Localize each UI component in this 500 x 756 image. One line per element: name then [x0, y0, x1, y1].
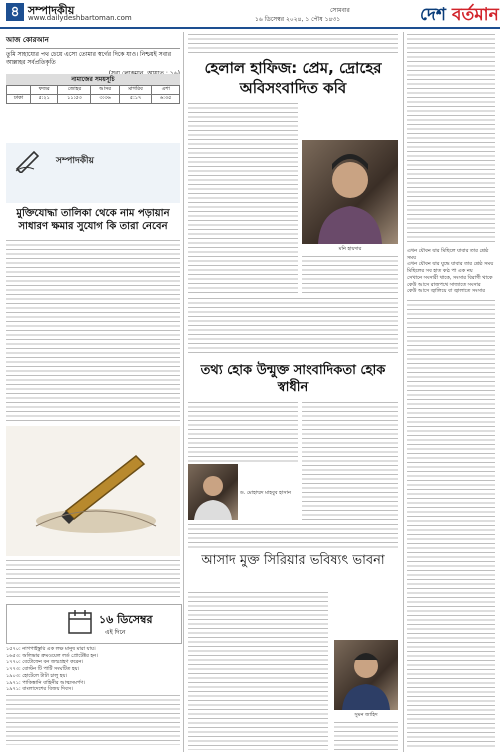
- prayer-time: ৫:১৭: [119, 95, 152, 104]
- prayer-col: ফজর: [30, 86, 58, 95]
- article1-body-2: [302, 256, 398, 296]
- event-box: [6, 604, 182, 644]
- author-name: ড. মোহাম্মদ মাহবুব হাসান: [240, 490, 291, 496]
- article1-headline: হেলাল হাফিজ: প্রেম, দ্রোহের অবিসংবাদিত কবি: [204, 59, 382, 97]
- prayer-time: ৩:৩৬: [91, 95, 119, 104]
- author-name: মনি হায়দার: [338, 246, 362, 252]
- header-rule: [0, 27, 500, 29]
- author-photo: [188, 464, 238, 520]
- prayer-time: ৬:৩৫: [152, 95, 180, 104]
- article3-headline: আসাদ মুক্ত সিরিয়ার ভবিষ্যৎ ভাবনা: [201, 553, 385, 568]
- quote-box: [6, 34, 180, 79]
- page-header: [0, 0, 500, 26]
- prayer-corner: [7, 86, 31, 95]
- event-subtitle: এই দিনে: [105, 629, 126, 636]
- prayer-times: [6, 74, 180, 104]
- section-title: সম্পাদকীয়: [28, 4, 75, 17]
- weekday: সোমবার: [330, 7, 350, 14]
- prayer-col: এশা: [152, 86, 180, 95]
- prayer-time: ৫:২১: [30, 95, 58, 104]
- author-photo: [302, 140, 398, 244]
- pen-icon: [14, 147, 44, 173]
- poem-line: কেউ আসে জ্বালিয়ে বা জ্বালাতে সংসার: [407, 288, 485, 295]
- article1-body-3: [188, 298, 398, 356]
- prayer-title: নামাজের সময়সূচি: [6, 74, 180, 85]
- editorial-label: সম্পাদকীয়: [56, 156, 94, 166]
- website-link[interactable]: www.dailydeshbartoman.com: [28, 14, 132, 22]
- column-divider: [403, 32, 404, 752]
- list-item: ১৬৫৩: অলিভার ক্রমওয়েল লর্ড প্রোটেক্টর হন।: [6, 652, 98, 659]
- editorial-body-continued: [6, 560, 180, 600]
- calendar-icon: [67, 609, 93, 635]
- quote-text: তুমি সাহায্যের পথ চেয়ে এসো তোমার স্বর্গের দিকে যাও। নিশ্চয়ই সবার আল্লাহর সর্বপ্রতিকৃতি: [6, 51, 172, 66]
- list-item: ১৯৭১: পাকিস্তানি বাহিনীর আত্মসমর্পণ।: [6, 679, 86, 686]
- list-item: ১৫৭০: নাগপাইস্তুরি এক লক্ষ মানুষ মারা যায়।: [6, 646, 96, 652]
- article3-body-2: [334, 722, 398, 750]
- article3-body: [188, 592, 328, 750]
- article-continued: [407, 300, 495, 750]
- portrait-illustration: [334, 640, 398, 710]
- list-item: ১৭৭৩: বোস্টন টি পার্টি সংঘটিত হয়।: [6, 666, 80, 673]
- author-photo: [334, 640, 398, 710]
- article-intro: [188, 34, 398, 54]
- portrait-illustration: [188, 464, 238, 520]
- event-list: [6, 646, 180, 750]
- quote-heading: আজ কোরআন: [6, 36, 49, 44]
- article1-continued: [407, 34, 495, 244]
- poem-line: এখন যৌবন যার মিছিলে যাবার তার শ্রেষ্ঠ সময়: [407, 248, 489, 261]
- article2-body: [188, 402, 298, 462]
- page-number: ৪: [6, 3, 24, 21]
- list-item: ১৯৭১: বাংলাদেশের বিজয় দিবস।: [6, 686, 73, 693]
- article2-body-2: [302, 402, 398, 520]
- list-item: ১৯০৩: হোটেলে টাটা চালু হয়।: [6, 672, 68, 679]
- column-divider: [183, 32, 184, 752]
- prayer-row-label: ঢাকা: [7, 95, 31, 104]
- prayer-table: [6, 85, 180, 104]
- prayer-col: মাগরিব: [119, 86, 152, 95]
- editorial-image: [6, 426, 180, 556]
- brand-logo-part2: বর্তমান: [452, 5, 499, 25]
- poem-line: সেখানে সংসারী থাকে, সংসার বিরাগী থাকে: [407, 274, 493, 281]
- prayer-col: আসর: [91, 86, 119, 95]
- portrait-illustration: [302, 140, 398, 244]
- author-name: সুমন জাহিদ: [354, 712, 378, 718]
- brand-logo-part1: দেশ: [420, 5, 446, 25]
- article2-body-3: [188, 524, 398, 548]
- article1-body: [188, 103, 298, 295]
- poem-line: এখন যৌবন যার যুদ্ধে যাবার তার শ্রেষ্ঠ সময়: [407, 261, 494, 268]
- list-item: ১৭৭০: বেটোফেন বন জন্মগ্রহণ করেন।: [6, 659, 84, 666]
- editorial-headline: মুক্তিযোদ্ধা তালিকা থেকে নাম পড়ায়ান সাধারণ ক্ষমার সুযোগ কি তারা নেবেন: [16, 208, 170, 232]
- editorial-box: [6, 143, 180, 203]
- poem-lines: [407, 248, 495, 295]
- pen-ink-illustration: [6, 426, 180, 556]
- prayer-time: ১১:৫৩: [58, 95, 91, 104]
- event-date: ১৬ ডিসেম্বর: [99, 613, 153, 626]
- issue-date: ১৬ ডিসেম্বর ২০২৪, ১ পৌষ ১৪৩১: [255, 16, 341, 23]
- poem-line: কেউ আসে রাজপথে সাজাতে সংসার: [407, 281, 481, 288]
- poem-line: মিছিলের সব হাত কণ্ঠ পা এক নয়: [407, 268, 473, 275]
- article2-headline: তথ্য হোক উন্মুক্ত সাংবাদিকতা হোক স্বাধীন: [200, 363, 386, 395]
- prayer-col: জোহর: [58, 86, 91, 95]
- editorial-body: [6, 240, 180, 422]
